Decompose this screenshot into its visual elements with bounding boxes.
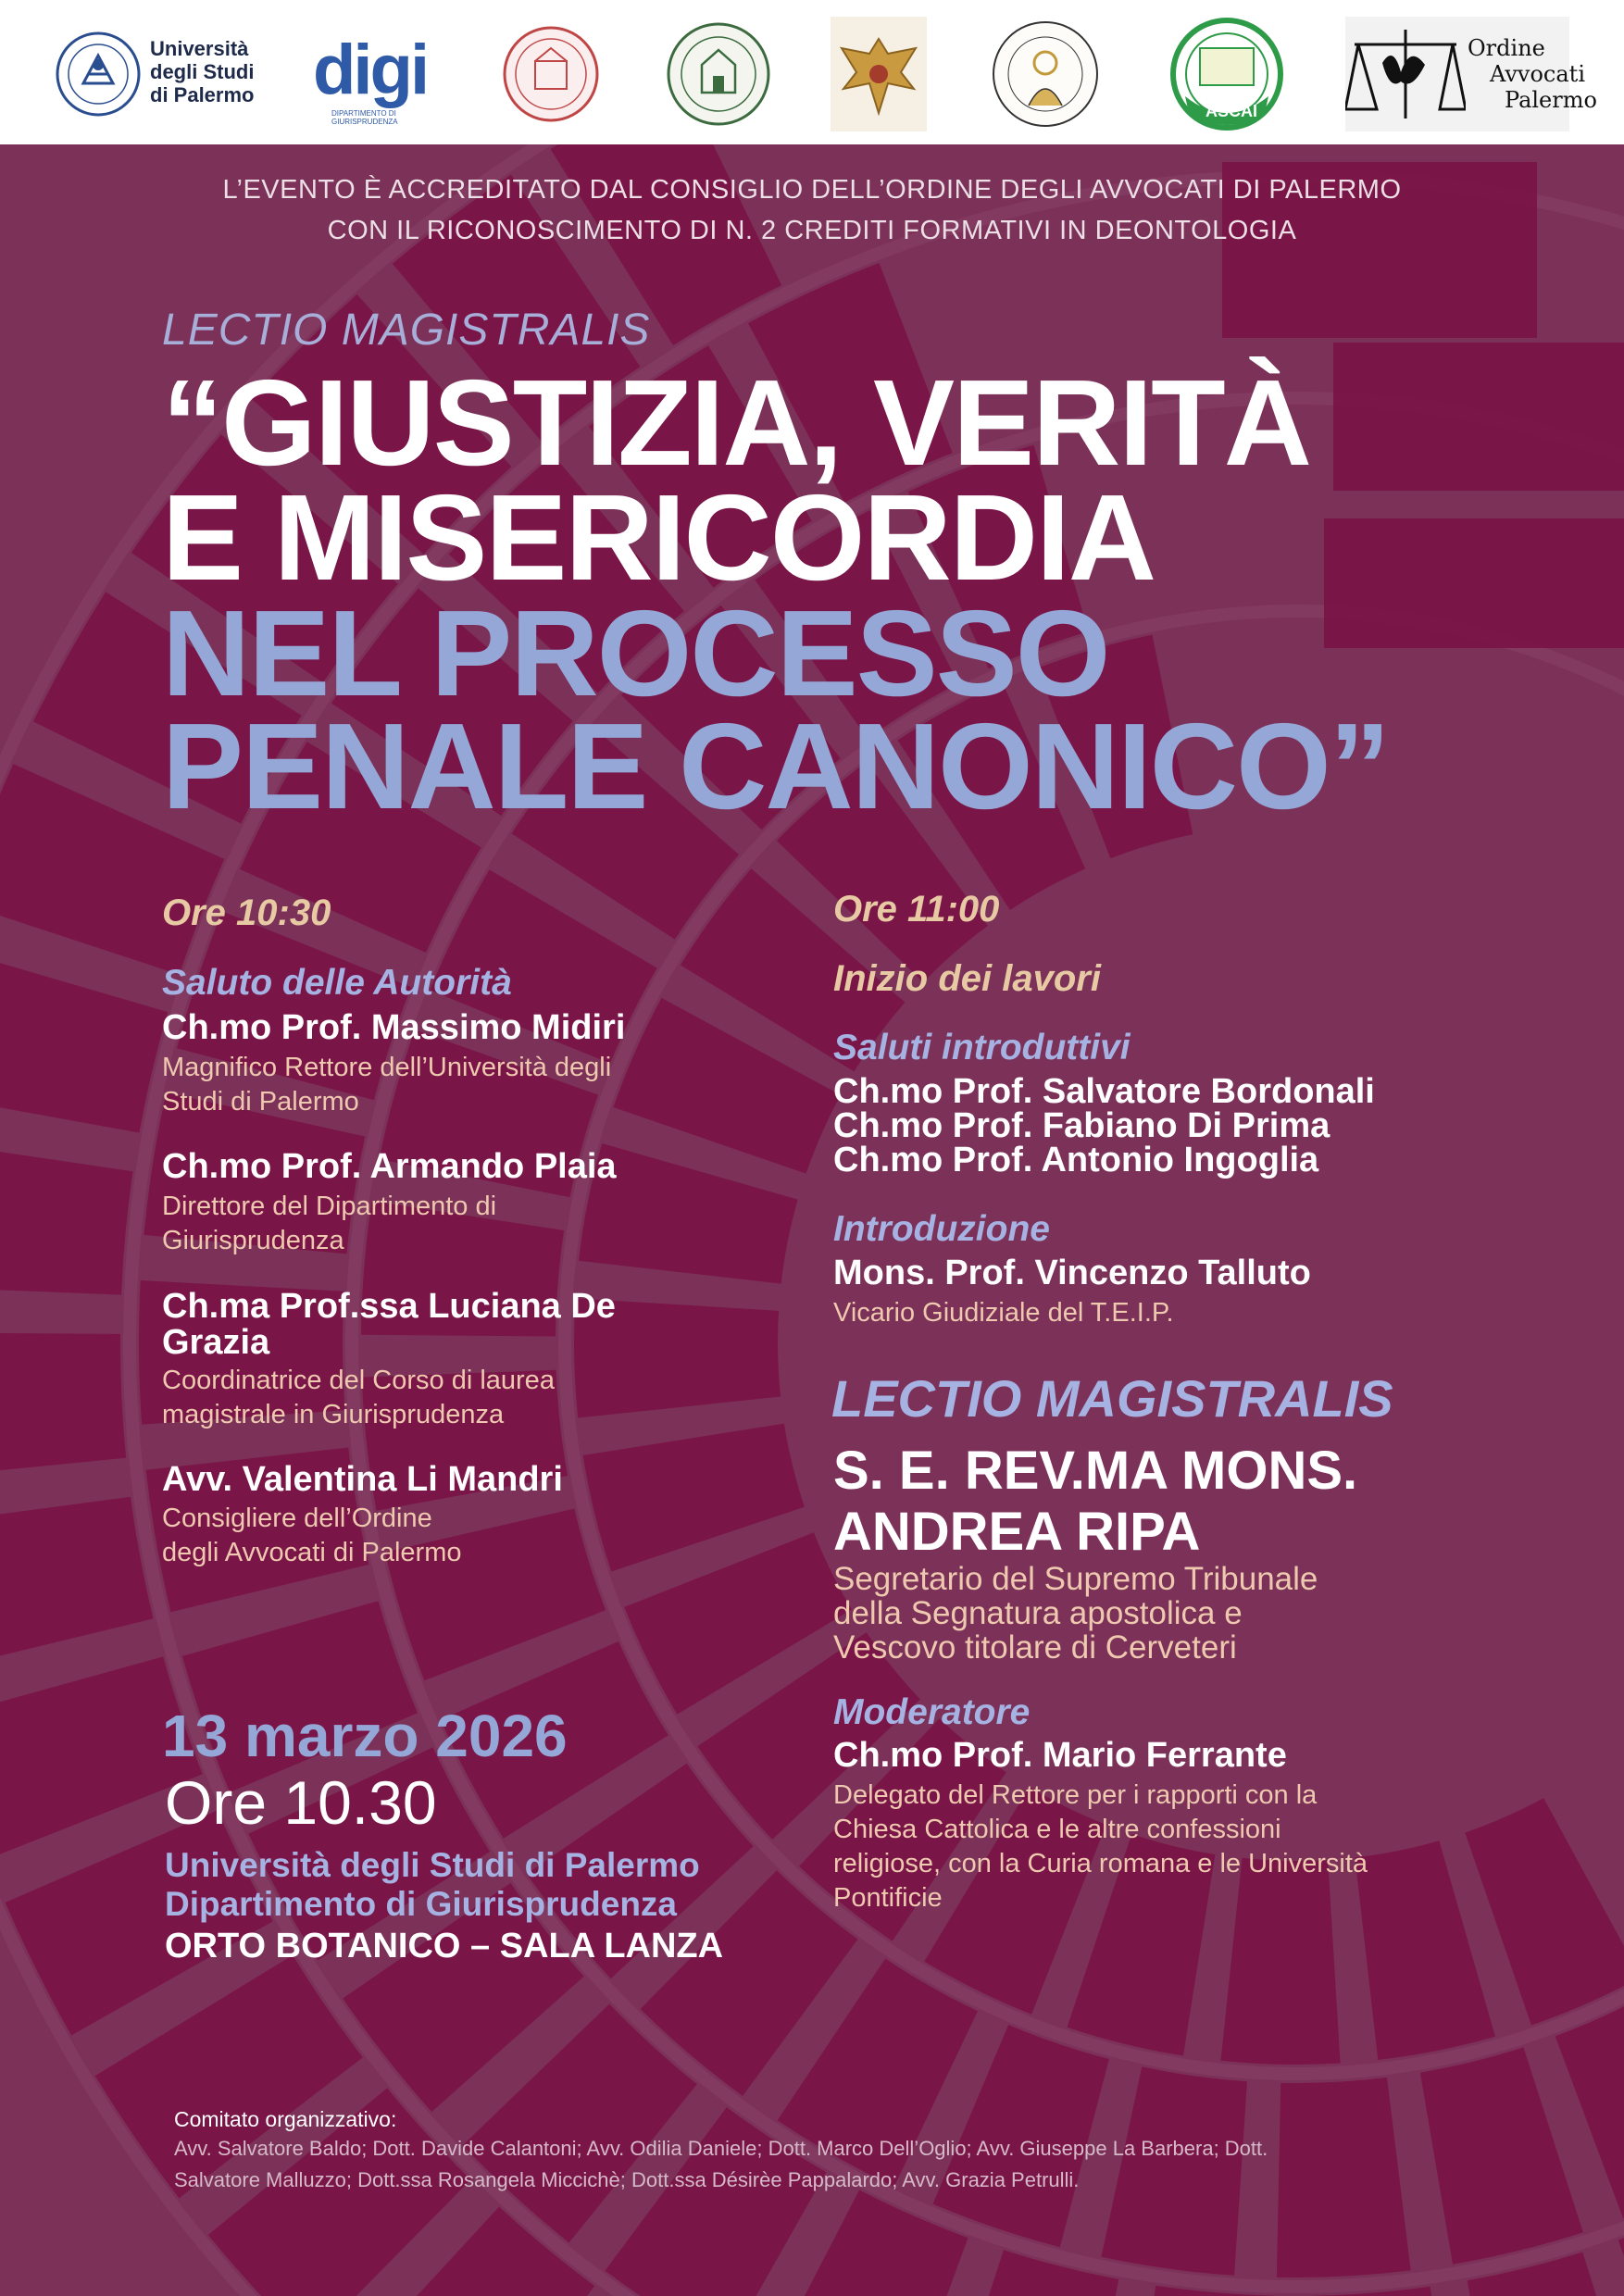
moderator-name: Ch.mo Prof. Mario Ferrante — [833, 1736, 1287, 1775]
deco-block — [1324, 518, 1624, 648]
moderator-role: Delegato del Rettore per i rapporti con la Chiesa Cattolica e le altre confessioni religiose, con la Curia romana e le Università Pontificie — [833, 1780, 1368, 1913]
eagle-crest-logo — [831, 17, 927, 131]
intro-role: Vicario Giudiziale del T.E.I.P. — [833, 1298, 1174, 1328]
digi-subtext: DIPARTIMENTO DI GIURISPRUDENZA — [331, 109, 398, 126]
unipa-text-2: degli Studi — [150, 60, 255, 83]
event-hour: Ore 10.30 — [165, 1768, 437, 1837]
eagle-icon — [831, 17, 927, 131]
venue-department: Dipartimento di Giurisprudenza — [165, 1885, 677, 1923]
lectio-speaker-name: S. E. REV.MA MONS. ANDREA RIPA — [833, 1441, 1358, 1562]
deco-block — [1101, 2066, 1247, 2275]
digi-text: digi — [313, 31, 428, 109]
title-kicker: LECTIO MAGISTRALIS — [162, 306, 651, 355]
ordine-avvocati-logo — [1345, 17, 1597, 131]
moderator-title: Moderatore — [833, 1692, 1031, 1732]
speaker-role-4: Consigliere dell’Ordine degli Avvocati di Palermo — [162, 1504, 462, 1567]
speaker-role-2: Direttore del Dipartimento di Giurisprudenza — [162, 1192, 497, 1255]
title-line-3: NEL PROCESSO — [162, 585, 1109, 721]
deco-block — [0, 1497, 154, 1673]
unipa-logo — [56, 17, 269, 131]
speaker-role-3: Coordinatrice del Corso di laurea magistrale in Giurisprudenza — [162, 1366, 555, 1429]
speaker-name-1: Ch.mo Prof. Massimo Midiri — [162, 1008, 626, 1047]
greetings-name-1: Ch.mo Prof. Salvatore Bordonali — [833, 1072, 1375, 1111]
unipa-text-1: Università — [150, 37, 249, 60]
ordine-text-3: Palermo — [1505, 87, 1597, 113]
seal-red-logo — [500, 17, 602, 131]
speaker-role-1: Magnifico Rettore dell’Università degli Studi di Palermo — [162, 1053, 612, 1117]
speaker-name-3a: Ch.ma Prof.ssa Luciana De — [162, 1287, 616, 1326]
ordine-text-2: Avvocati — [1490, 61, 1585, 87]
deco-block — [0, 947, 168, 1133]
lectio-title: LECTIO MAGISTRALIS — [831, 1369, 1393, 1428]
deco-block — [1333, 343, 1624, 491]
tribunal-seal-icon — [990, 17, 1101, 131]
poster — [0, 144, 1624, 2296]
start-of-works: Inizio dei lavori — [833, 958, 1101, 999]
intro-name: Mons. Prof. Vincenzo Talluto — [833, 1254, 1311, 1292]
accreditation-line-1: L’EVENTO È ACCREDITATO DAL CONSIGLIO DELL’ORDINE DEGLI AVVOCATI DI PALERMO — [222, 175, 1402, 205]
committee-line-2: Salvatore Malluzzo; Dott.ssa Rosangela Miccichè; Dott.ssa Désirèe Pappalardo; Avv. Grazia Petrulli. — [174, 2168, 1080, 2191]
committee-line-1: Avv. Salvatore Baldo; Dott. Davide Calantoni; Avv. Odilia Daniele; Dott. Marco Dell’Oglio; Avv. Giuseppe La Barbera; Dott. — [174, 2137, 1268, 2160]
event-date: 13 marzo 2026 — [162, 1703, 568, 1769]
deco-block — [0, 1138, 133, 1295]
left-section-title: Saluto delle Autorità — [162, 963, 512, 1003]
deco-block — [0, 1332, 126, 1480]
seal-red-icon — [500, 17, 602, 131]
deco-block — [1465, 1798, 1624, 2025]
seal-green-logo — [665, 17, 772, 131]
digi-logo — [313, 17, 443, 131]
tribunal-seal-logo — [990, 17, 1101, 131]
lectio-speaker-role: Segretario del Supremo Tribunale della Segnatura apostolica e Vescovo titolare di Cerveteri — [833, 1561, 1318, 1666]
scales-icon — [1345, 17, 1466, 131]
speaker-name-4: Avv. Valentina Li Mandri — [162, 1460, 563, 1499]
title-line-2: E MISERICORDIA — [162, 469, 1156, 605]
unipa-text-3: di Palermo — [150, 83, 255, 106]
ordine-text-1: Ordine — [1468, 35, 1545, 61]
deco-block — [1420, 2047, 1583, 2264]
greetings-title: Saluti introduttivi — [833, 1028, 1131, 1067]
right-time: Ore 11:00 — [833, 889, 1000, 930]
deco-block — [941, 2250, 1118, 2296]
left-time: Ore 10:30 — [162, 892, 331, 933]
greetings-name-3: Ch.mo Prof. Antonio Ingoglia — [833, 1141, 1319, 1179]
venue-room: ORTO BOTANICO – SALA LANZA — [165, 1927, 724, 1965]
deco-block — [1277, 2078, 1411, 2277]
seal-green-icon — [665, 17, 772, 131]
speaker-name-2: Ch.mo Prof. Armando Plaia — [162, 1147, 617, 1186]
committee-heading: Comitato organizzativo: — [174, 2107, 397, 2131]
venue-university: Università degli Studi di Palermo — [165, 1846, 700, 1884]
title-line-4: PENALE CANONICO” — [162, 698, 1389, 834]
ascai-text: ASCAI — [1206, 102, 1258, 120]
logo-bar — [0, 0, 1624, 144]
speaker-name-3b: Grazia — [162, 1323, 270, 1362]
title-line-1: “GIUSTIZIA, VERITÀ — [162, 355, 1311, 491]
ascai-logo — [1168, 17, 1285, 131]
accreditation-line-2: CON IL RICONOSCIMENTO DI N. 2 CREDITI FORMATIVI IN DEONTOLOGIA — [327, 216, 1297, 245]
greetings-name-2: Ch.mo Prof. Fabiano Di Prima — [833, 1106, 1330, 1145]
deco-block — [1355, 1841, 1495, 2060]
intro-title: Introduzione — [833, 1209, 1050, 1249]
